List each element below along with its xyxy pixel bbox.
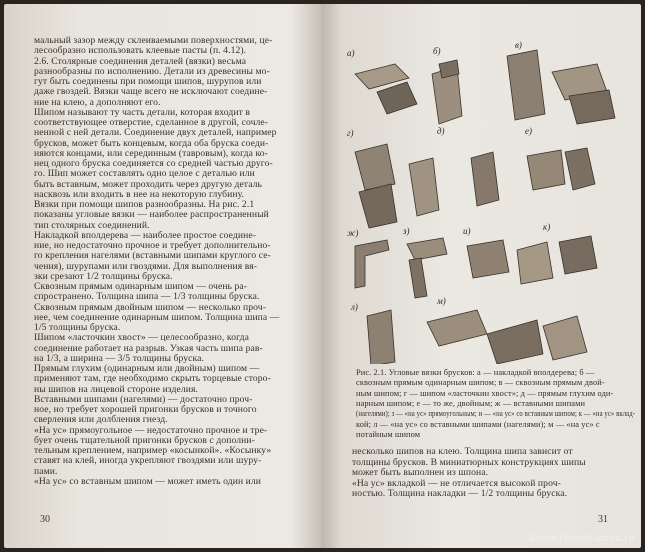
caption-line: ным шипом; г — шипом «ласточкин хвост»; д — прямым глухим оди-: [356, 388, 614, 398]
text-line: нее, чем соединение одинарным шипом. Толщина шипа —: [34, 311, 280, 323]
figure-label-zh: ж): [347, 228, 359, 238]
figure-label-d: д): [437, 126, 445, 136]
text-line: быть вставным, может проходить через другую деталь: [34, 178, 263, 190]
text-line: пами.: [34, 465, 58, 477]
left-page: [4, 4, 320, 548]
text-line: ное, но требует хорошей пригонки брусков и точного: [34, 404, 257, 415]
caption-line: Рис. 2.1. Угловые вязки брусков: а — накладкой вполдерева; б —: [356, 368, 595, 377]
text-line: ние, но недостаточно прочное и требует дополнительно-: [34, 240, 271, 251]
joint-m-drawing: [427, 310, 487, 346]
text-line: показаны угловые вязки — наиболее распространенный: [34, 209, 269, 221]
text-line: гут быть соединены при помощи шипов, шурупов или: [34, 76, 262, 87]
watermark: SovieTchest.ucoz.ru: [527, 532, 635, 544]
figure-label-v: в): [515, 40, 522, 50]
right-page-number: 31: [598, 514, 608, 525]
joint-e-drawing: [471, 152, 499, 206]
text-line: 2.6. Столярные соединения деталей (вязки) весьма: [34, 55, 247, 67]
text-line: зки срезают 1/2 толщины бруска.: [34, 270, 173, 282]
figure-label-l: л): [351, 302, 358, 312]
text-line: может быть выполнен из шпона.: [352, 467, 489, 479]
text-line: «На ус» со вставным шипом — может иметь один или: [34, 475, 262, 487]
text-line: спространено. Толщина шипа — 1/3 толщины бруска.: [34, 291, 260, 303]
text-line: ставят на клей, иногда укрепляют гвоздями или шуру-: [34, 455, 262, 467]
joint-z-drawing: [407, 238, 447, 260]
text-line: тип столярных соединений.: [34, 219, 150, 231]
caption-line: (нагелями); з — «на ус» прямоугольным; и — «на ус» со вставным шипом; к — «на ус» вклад-: [356, 409, 636, 419]
right-page: [322, 4, 641, 548]
joint-d-drawing: [409, 158, 439, 216]
text-line: го. Шип может составлять одно целое с деталью или: [34, 168, 255, 180]
figure-joints: [347, 34, 632, 364]
text-line: Шипом «ласточкин хвост» — целесообразно, когда: [34, 332, 249, 344]
figure-label-a: а): [347, 48, 355, 58]
joint-k-drawing: [517, 242, 553, 284]
text-line: Накладкой вполдерева — наиболее простое соедине-: [34, 229, 256, 241]
text-line: мальный зазор между склеиваемыми поверхностями, це-: [34, 35, 273, 46]
text-line: «На ус» прямоугольное — недостаточно прочное и тре-: [34, 424, 268, 436]
text-line: Вязки при помощи шипов разнообразны. На рис. 2.1: [34, 199, 255, 210]
text-line: ненной с ней детали. Соединение двух деталей, например: [34, 127, 277, 139]
left-page-number: 30: [40, 514, 50, 525]
text-line: чения), шурупами или гвоздями. Для выполнения вя-: [34, 260, 258, 272]
figure-label-z: з): [403, 226, 410, 236]
text-line: Прямым глухим (одинарным или двойным) шипом —: [34, 363, 260, 374]
joint-l-drawing: [367, 310, 395, 364]
text-line: лесообразно использовать клеевые пасты (п. 4.12).: [34, 45, 247, 57]
text-line: применяют там, где необходимо скрыть торцевые сторо-: [34, 373, 271, 385]
text-line: ностью. Толщина накладки — 1/2 толщины бруска.: [352, 488, 568, 500]
text-line: соединение работает на разрыв. Узкая часть шипа рав-: [34, 342, 263, 354]
text-line: на 1/3, а ширина — 3/5 толщины бруска.: [34, 352, 204, 364]
book-spread: [4, 4, 641, 548]
joint-v-drawing: [507, 50, 545, 120]
text-line: Сквозным прямым одинарным шипом — очень ра-: [34, 281, 248, 292]
text-line: ны шипов на лицевой стороне изделия.: [34, 383, 198, 395]
text-line: няются концами, или серединным (тавровым), когда ко-: [34, 147, 268, 159]
figure-label-b: б): [433, 46, 441, 56]
figure-label-m: м): [437, 296, 446, 306]
text-line: соответствующее отверстие, сделанное в другой, сочле-: [34, 117, 269, 128]
text-line: несколько шипов на клею. Толщина шипа зависит от: [352, 446, 573, 457]
text-line: Сквозным прямым двойным шипом — несколько проч-: [34, 301, 267, 313]
text-line: бует очень тщательной пригонки брусков с дополни-: [34, 434, 255, 446]
text-line: Шипом называют ту часть детали, которая входит в: [34, 106, 251, 118]
joint-g-drawing: [355, 144, 395, 190]
text-line: даже гвоздей. Вязки чаще всего не исключают соедине-: [34, 86, 268, 98]
text-line: ние на клею, а дополняют его.: [34, 96, 161, 108]
caption-line: сквозным прямым одинарным шипом; в — сквозным прямым двой-: [356, 378, 605, 388]
text-line: брусков, может быть концевым, когда оба бруска соеди-: [34, 137, 269, 149]
text-line: нец одного бруска соединяется со средней частью друго-: [34, 158, 273, 169]
text-line: насквозь или входить в нее на некоторую глубину.: [34, 188, 245, 200]
text-line: разнообразны по исполнению. Детали из древесины мо-: [34, 65, 270, 77]
joint-i-drawing: [467, 240, 509, 278]
figure-label-e: е): [525, 126, 532, 136]
text-line: го крепления нагелями (вставными шипами круглого се-: [34, 250, 271, 262]
text-line: толщины брусков. В миниатюрных конструкциях шипы: [352, 456, 586, 468]
joint-zh-drawing: [355, 240, 389, 288]
caption-line: нарным шипом; е — то же, двойным; ж — вставными шипами: [356, 398, 586, 408]
figure-label-k: к): [543, 222, 551, 232]
caption-line: кой; л — «на ус» со вставными шипами (нагелями); м — «на ус» с: [356, 419, 600, 429]
text-line: Вставными шипами (нагелями) — достаточно проч-: [34, 393, 253, 405]
text-line: 1/5 толщины бруска.: [34, 322, 121, 333]
text-line: «На ус» вкладкой — не отличается высокой проч-: [352, 477, 561, 489]
figure-label-g: г): [347, 128, 354, 138]
caption-line: потайным шипом: [356, 429, 421, 439]
figure-label-i: и): [463, 226, 471, 236]
text-line: тельным креплением, например «косынкой». «Косынку»: [34, 445, 272, 456]
text-line: сверления или долбления гнезд.: [34, 414, 168, 426]
